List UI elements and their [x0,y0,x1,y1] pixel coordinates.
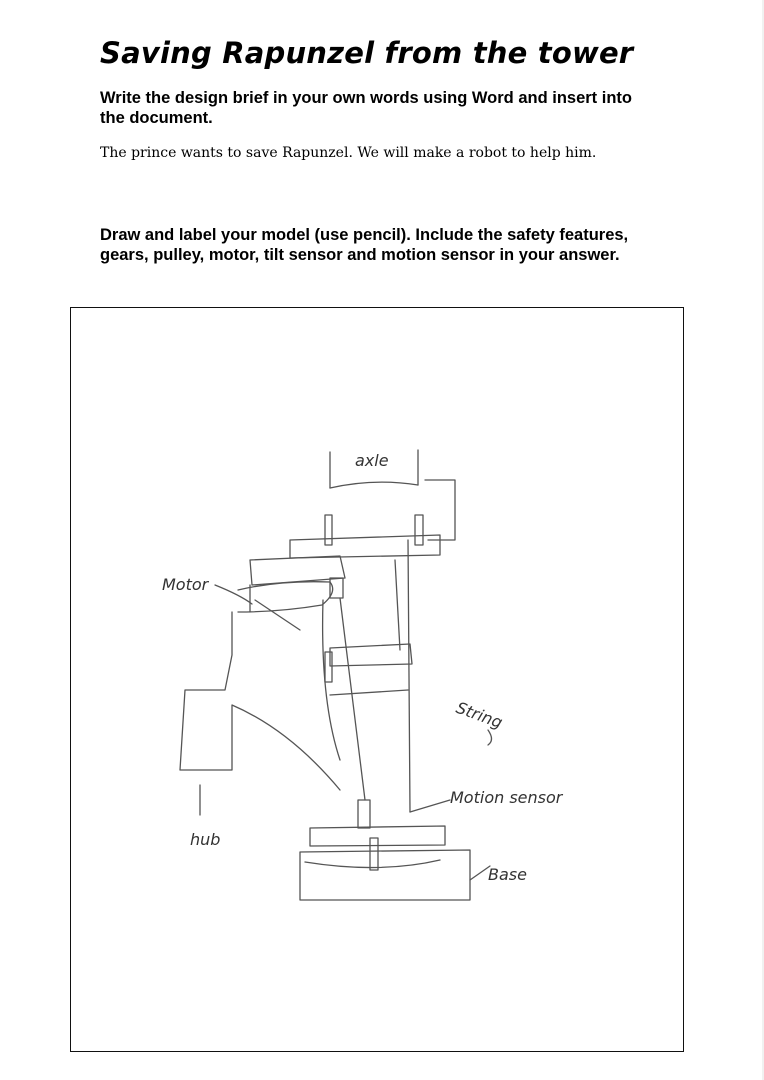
hub-string [255,600,300,630]
left-tower-post [340,598,365,800]
design-brief-instruction: Write the design brief in your own words using Word and insert into the document. [100,89,632,127]
string-tail [488,730,492,745]
motor-top [250,556,345,585]
middle-rail [330,690,408,695]
base-clip [370,838,378,870]
motion-sensor-box [358,800,370,828]
label-axle: axle [355,451,389,470]
base-leader [470,866,490,880]
inner-right-line [395,560,400,650]
left-clip [325,515,332,545]
design-brief-text: The prince wants to save Rapunzel. We will make a robot to help him. [100,145,597,161]
base-detail [305,860,440,868]
right-clip [415,515,423,545]
label-string: String [453,697,506,733]
label-hub: hub [190,830,221,849]
top-right-block [425,480,455,540]
drawing-instruction: Draw and label your model (use pencil). Include the safety features, gears, pulley, motor, tilt sensor and motion sensor in your answer. [100,226,629,264]
label-base: Base [488,865,527,884]
worksheet-title: Saving Rapunzel from the tower [100,36,634,70]
axle-bar [330,482,418,488]
motion-sensor-leader [410,800,450,812]
label-motor: Motor [162,575,209,594]
top-frame-block [290,535,440,558]
middle-clip [325,652,332,682]
label-motion-sensor: Motion sensor [450,788,563,807]
hub-arm [180,612,340,790]
motor-body [238,582,333,612]
base-block [300,850,470,900]
right-tower-post [408,540,410,812]
